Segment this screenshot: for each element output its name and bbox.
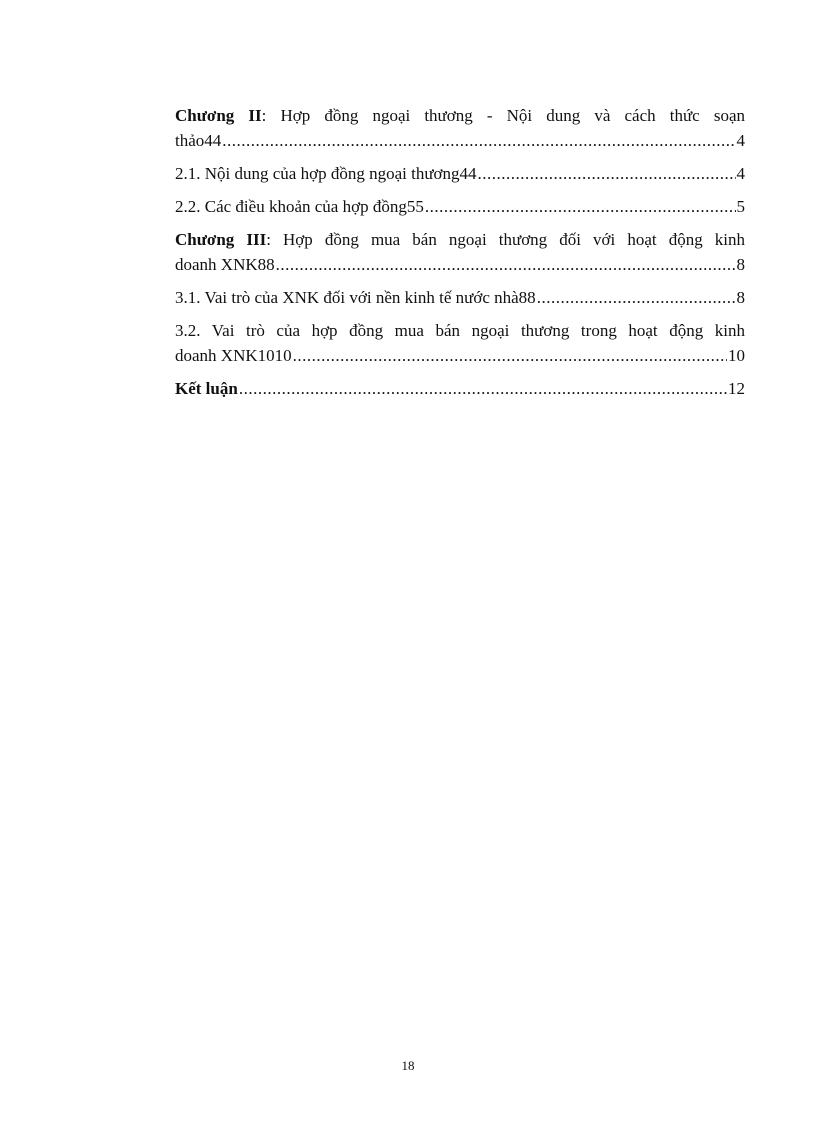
toc-entry-ket-luan bbox=[175, 376, 745, 401]
page-number: 4 bbox=[736, 164, 745, 183]
dot-leader bbox=[222, 128, 735, 153]
toc-entry-title-line: 3.2. Vai trò của hợp đồng mua bán ngoại thương trong hoạt động kinh bbox=[175, 321, 745, 340]
page-number: 5 bbox=[736, 197, 745, 216]
toc-entry-line bbox=[175, 252, 745, 277]
toc-entry-line bbox=[175, 128, 745, 153]
dot-leader bbox=[276, 252, 736, 277]
toc-entry-line bbox=[175, 161, 745, 186]
chapter-title-continued: doanh XNK88 bbox=[175, 255, 275, 274]
toc-entry-title-line bbox=[175, 103, 745, 128]
chapter-title-continued: thảo44 bbox=[175, 131, 222, 150]
section-title: 2.2. Các điều khoản của hợp đồng55 bbox=[175, 197, 424, 216]
page-number: 8 bbox=[736, 255, 745, 274]
toc-entry-3-1 bbox=[175, 285, 745, 310]
dot-leader bbox=[537, 285, 736, 310]
page-number: 4 bbox=[736, 131, 745, 150]
chapter-label: Chương II bbox=[175, 106, 262, 125]
section-title-continued: doanh XNK1010 bbox=[175, 346, 292, 365]
toc-entry-chuong-2 bbox=[175, 103, 745, 153]
toc-entry-line bbox=[175, 285, 745, 310]
conclusion-title: Kết luận bbox=[175, 379, 238, 398]
section-title: 2.1. Nội dung của hợp đồng ngoại thương44 bbox=[175, 164, 477, 183]
chapter-title: : Hợp đồng mua bán ngoại thương đối với hoạt động kinh bbox=[266, 230, 745, 249]
dot-leader bbox=[425, 194, 736, 219]
dot-leader bbox=[293, 343, 727, 368]
toc-entry-2-2 bbox=[175, 194, 745, 219]
toc-entry-line bbox=[175, 343, 745, 368]
toc-entry-3-2 bbox=[175, 318, 745, 368]
page-number: 12 bbox=[728, 379, 745, 398]
toc-entry-line bbox=[175, 194, 745, 219]
chapter-label: Chương III bbox=[175, 230, 267, 249]
chapter-title: : Hợp đồng ngoại thương - Nội dung và cách thức soạn bbox=[261, 106, 745, 125]
toc-entry-title-line bbox=[175, 227, 745, 252]
dot-leader bbox=[478, 161, 736, 186]
table-of-contents bbox=[175, 103, 745, 409]
page-number: 8 bbox=[736, 288, 745, 307]
section-title: 3.1. Vai trò của XNK đối với nền kinh tế nước nhà88 bbox=[175, 288, 536, 307]
toc-entry-2-1 bbox=[175, 161, 745, 186]
page-number: 10 bbox=[728, 346, 745, 365]
toc-entry-chuong-3 bbox=[175, 227, 745, 277]
page-footer-number: 18 bbox=[401, 1058, 415, 1073]
dot-leader bbox=[239, 376, 727, 401]
toc-entry-line bbox=[175, 376, 745, 401]
